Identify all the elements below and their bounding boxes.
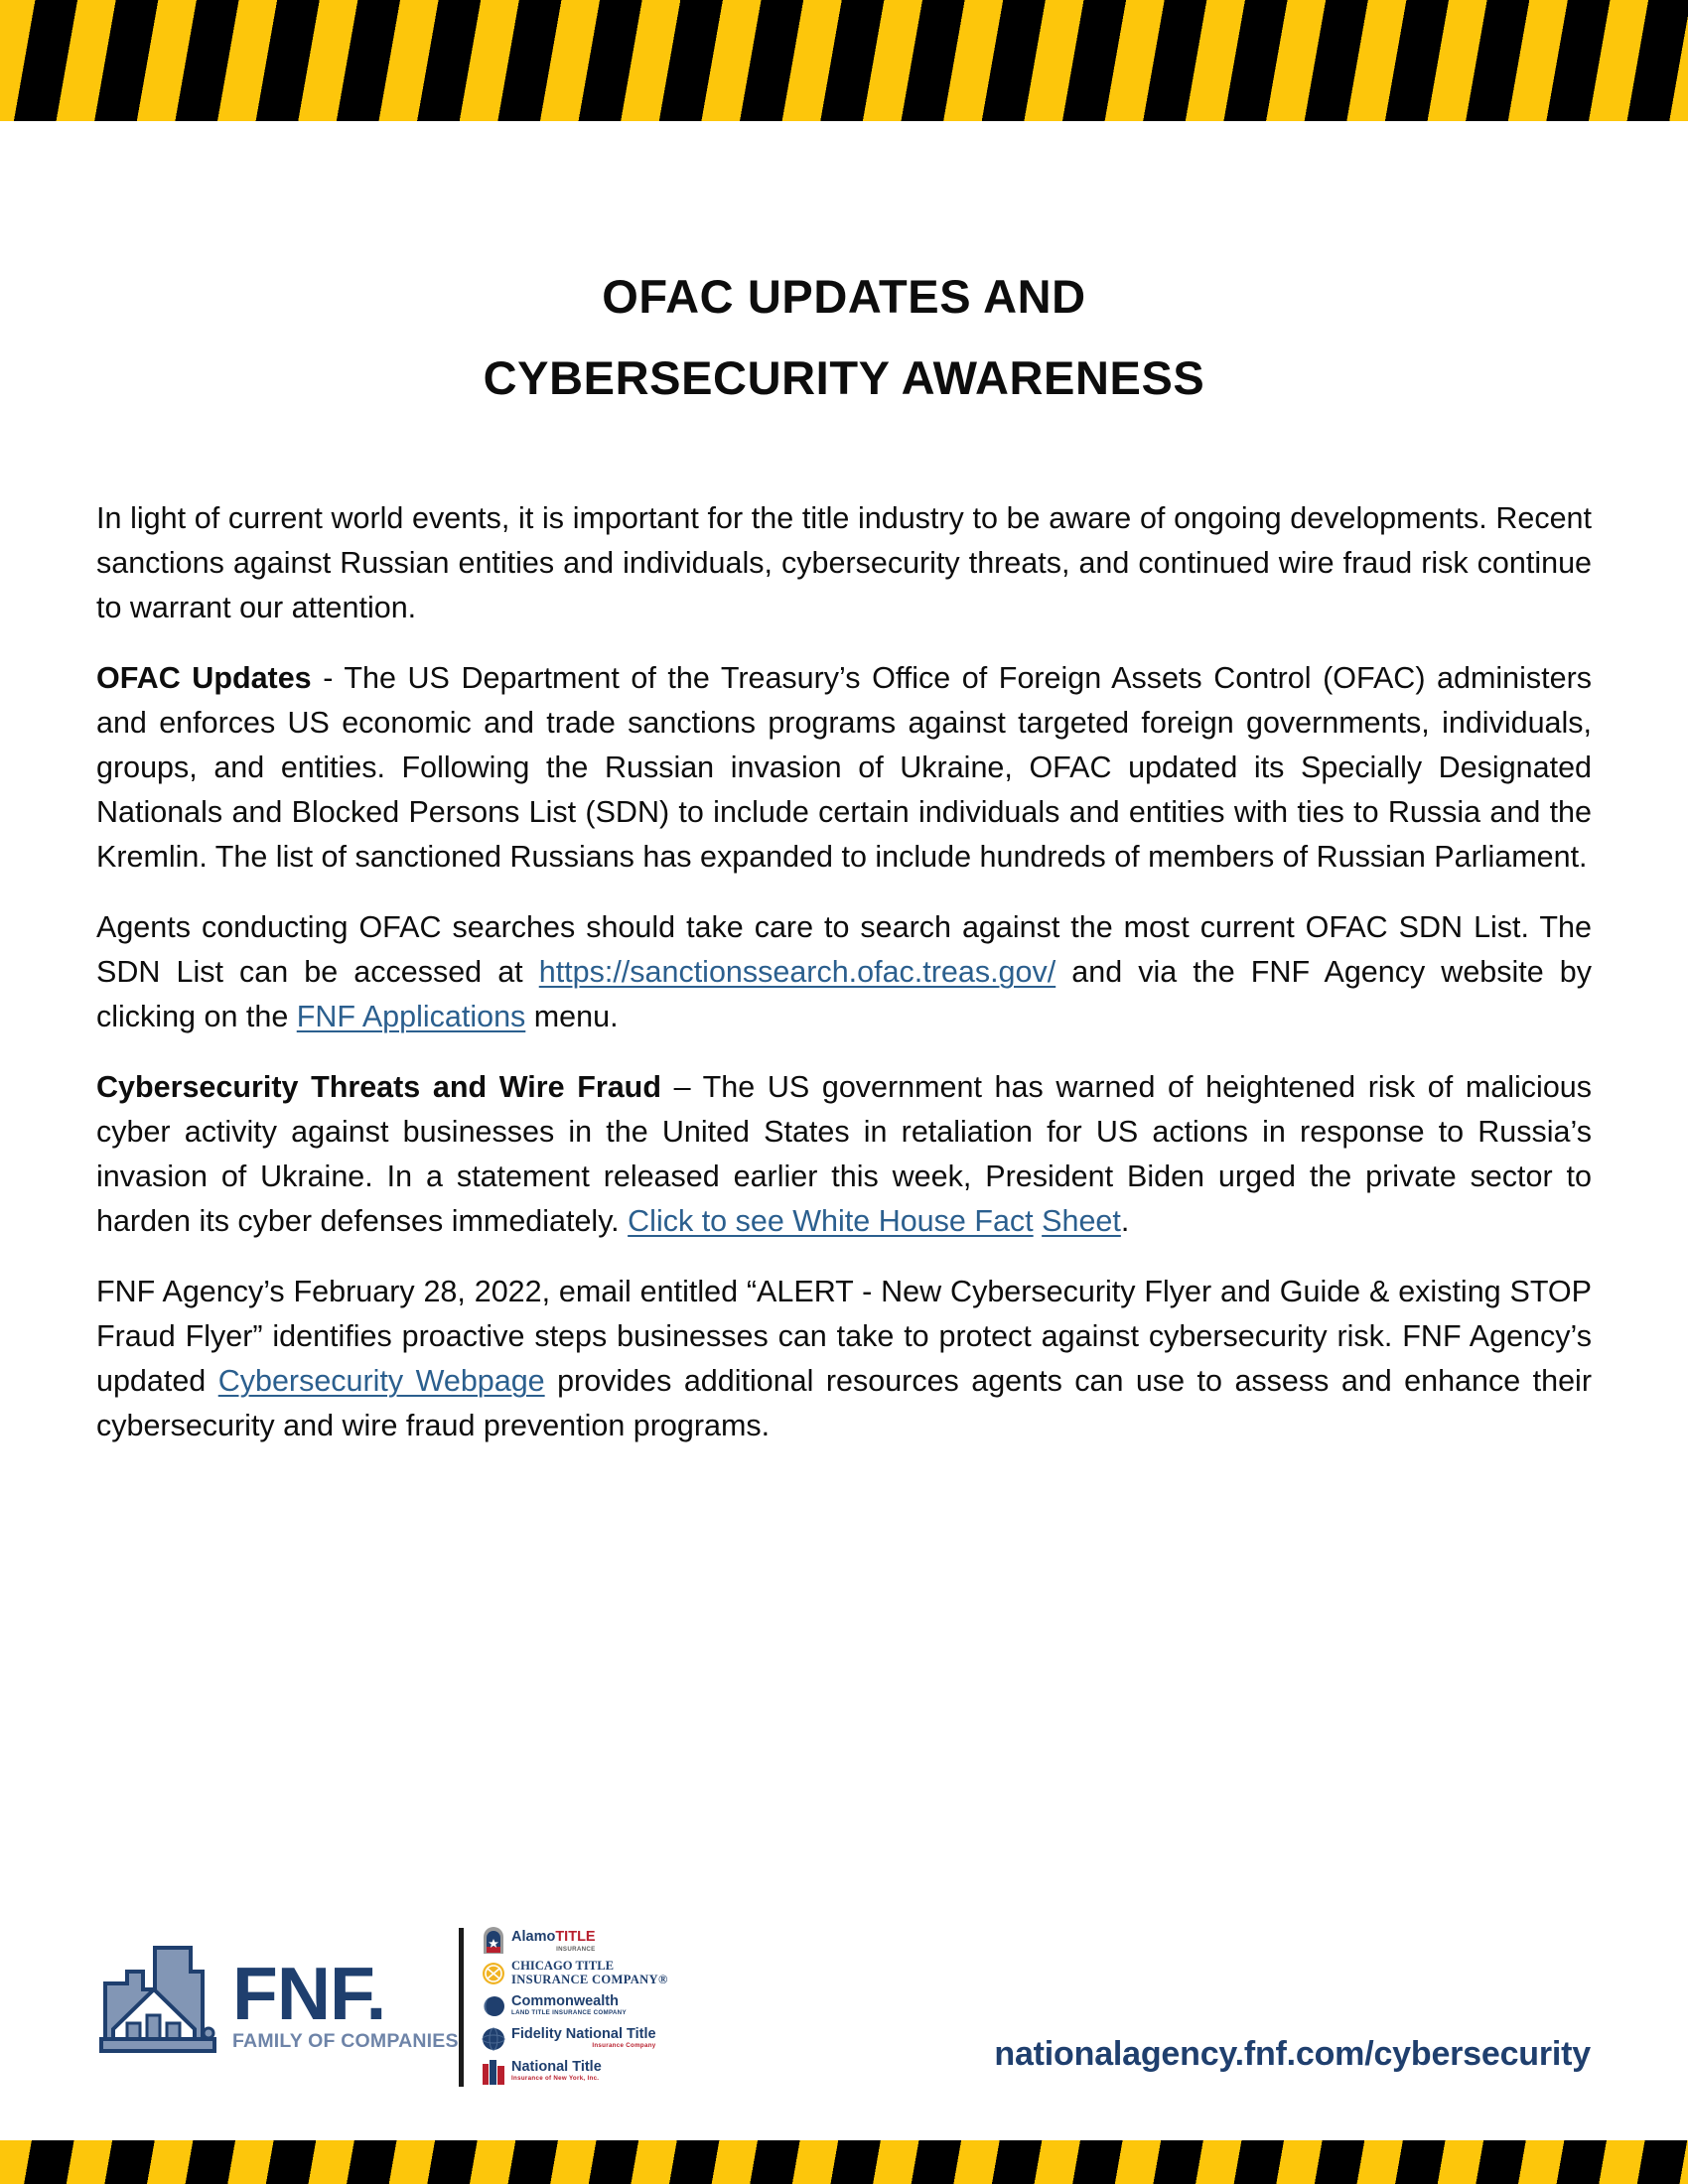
fidelity-sub: Insurance Company [592,2042,656,2049]
paragraph-ofac-updates [96,656,1592,880]
ofac-updates-text: - The US Department of the Treasury’s Office of Foreign Assets Control (OFAC) administers and enforces US economic and trade sanctions programs against targeted foreign governments, individuals, groups, and entities. Following the Russian invasion of Ukraine, OFAC updated its Specially Designated Nationals and Blocked Persons List (SDN) to include certain individuals and entities with ties to Russia and the Kremlin. The list of sanctioned Russians has expanded to include hundreds of members of Russian Parliament. [96,661,1592,874]
national-title-name: National Title [511,2059,602,2075]
title-line-2: CYBERSECURITY AWARENESS [483,351,1205,404]
cyber-threats-text: – The US government has warned of heightened risk of malicious cyber activity against businesses in the United States in retaliation for US actions in response to Russia’s invasion of Ukraine. In a statement released earlier this week, President Biden urged the private sector to harden its cyber defenses immediately. [96,1070,1592,1238]
commonwealth-text [511,1994,627,2017]
fnf-letters: FNF. [232,1952,386,2035]
sdn-text-c: menu. [525,1000,619,1033]
sdn-list-link[interactable]: https://sanctionssearch.ofac.treas.gov/ [538,955,1056,989]
page-title [0,256,1688,419]
title-line-1: OFAC UPDATES AND [602,270,1086,323]
fnf-skyline-house-icon [99,1936,218,2053]
paragraph-intro-text: In light of current world events, it is important for the title industry to be aware of ongoing developments. Recent sanctions against Russian entities and individuals, cybersecurity threats, and continued wire fraud risk continue to warrant our attention. [96,501,1592,624]
fnf-tagline: FAMILY OF COMPANIES [232,2030,459,2052]
brand-fidelity-national-title [481,2022,679,2055]
chicago-title-seal-icon [481,1960,506,1987]
alamo-arch-icon [481,1927,506,1955]
brand-alamo-title [481,1924,679,1957]
alamo-name-row [511,1928,596,1946]
alamo-sub: INSURANCE [556,1945,596,1953]
brand-list [481,1924,679,2088]
fidelity-globe-icon [481,2025,506,2053]
commonwealth-globe-icon [481,1992,506,2020]
cyber-threats-end: . [1120,1204,1130,1238]
paragraph-sdn-search [96,905,1592,1039]
fnf-applications-link[interactable]: FNF Applications [296,1000,526,1033]
fidelity-name: Fidelity National Title [511,2026,656,2042]
document-body [96,496,1592,1448]
ofac-updates-heading: OFAC Updates [96,661,312,695]
chicago-text [511,1960,668,1986]
brand-commonwealth [481,1989,679,2022]
hazard-stripe-pattern [0,0,1688,121]
hazard-stripe-top [0,0,1688,121]
paragraph-intro [96,496,1592,630]
paragraph-fnf-resources [96,1270,1592,1448]
national-title-skyline-icon [481,2058,506,2086]
fnf-resources-text-a: FNF Agency’s February 28, 2022, email entitled “ALERT - New Cybersecurity Flyer and Guide & existing STOP Fraud Flyer” identifies proactive steps businesses can take to protect against cybersecurity risk. FNF Agency’s updated [96,1275,1592,1398]
brand-chicago-title [481,1957,679,1989]
hazard-stripe-pattern-bottom [0,2140,1688,2184]
footer-url[interactable]: nationalagency.fnf.com/cybersecurity [994,2035,1591,2073]
cyber-threats-heading: Cybersecurity Threats and Wire Fraud [96,1070,661,1104]
alamo-name2: TITLE [555,1928,596,1945]
link-gap [1034,1204,1042,1238]
paragraph-cyber-threats [96,1065,1592,1244]
alamo-name: Alamo [511,1928,556,1945]
commonwealth-sub: LAND TITLE INSURANCE COMPANY [511,2009,627,2016]
white-house-fact-link[interactable]: Click to see White House Fact [628,1204,1034,1238]
hazard-stripe-bottom [0,2140,1688,2184]
brand-national-title [481,2055,679,2088]
chicago-name: CHICAGO TITLE [511,1959,614,1973]
footer [0,1916,1688,2124]
commonwealth-name: Commonwealth [511,1993,619,2009]
national-title-text [511,2060,602,2083]
sdn-text-a: Agents conducting OFAC searches should take care to search against the most current OFAC SDN List. The SDN List can be accessed at [96,910,1592,989]
fnf-resources-text-b: provides additional resources agents can use to assess and enhance their cybersecurity and wire fraud prevention programs. [96,1364,1592,1442]
fidelity-text [511,2027,656,2050]
footer-divider [459,1928,464,2087]
chicago-sub: INSURANCE COMPANY® [511,1972,668,1986]
white-house-sheet-link[interactable]: Sheet [1042,1204,1121,1238]
alamo-text [511,1928,596,1954]
cybersecurity-webpage-link[interactable]: Cybersecurity Webpage [217,1364,545,1398]
fnf-wordmark [232,1952,459,2053]
sdn-text-b: and via the FNF Agency website by clicking on the [96,955,1592,1033]
fnf-logo [99,1936,459,2053]
national-title-sub: Insurance of New York, Inc. [511,2075,600,2082]
